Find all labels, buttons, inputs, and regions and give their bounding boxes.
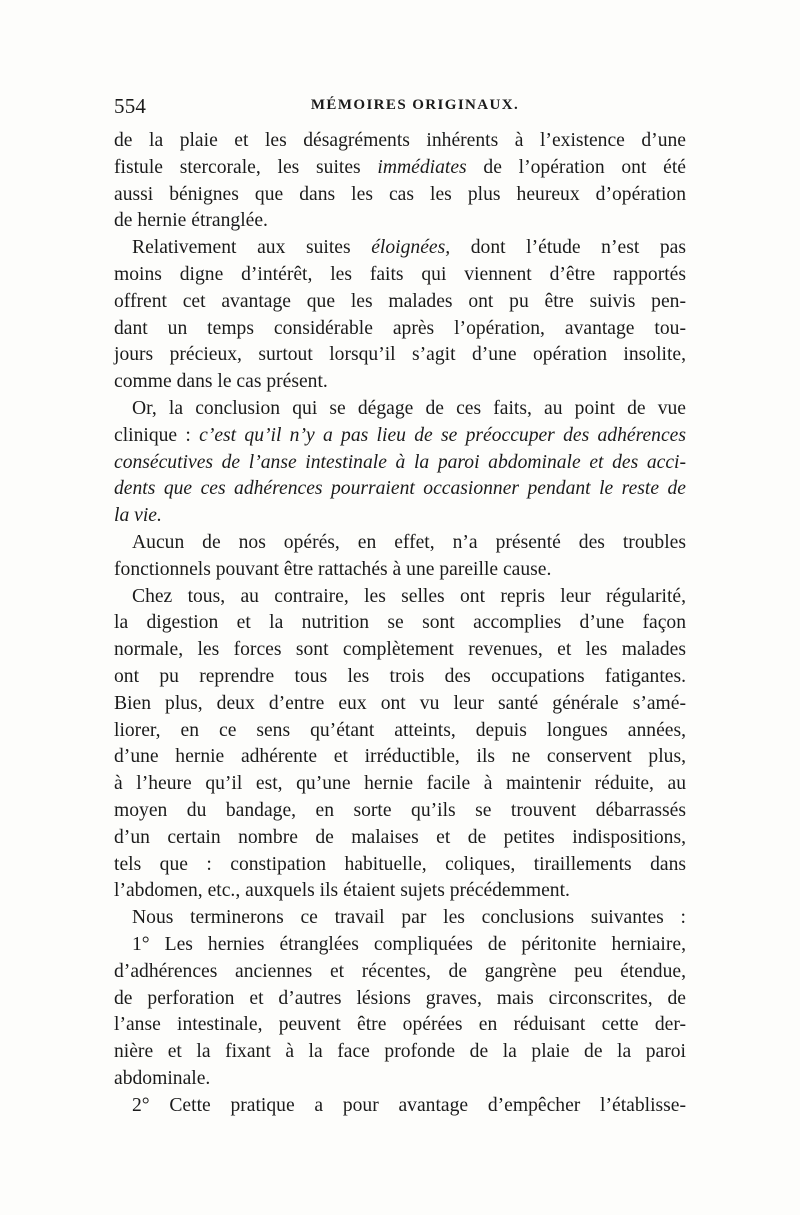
text-line: moins digne d’intérêt, les faits qui viennent d’être rapportés	[114, 263, 686, 285]
text-line: l’anse intestinale, peuvent être opérées en réduisant cette der-	[114, 1014, 686, 1036]
text-line: dents que ces adhérences pourraient occasionner pendant le reste de	[114, 478, 686, 500]
text-line: comme dans le cas présent.	[114, 371, 328, 393]
text-line: Aucun de nos opérés, en effet, n’a présenté des troubles	[132, 531, 686, 553]
text-line: abdominale.	[114, 1067, 211, 1089]
text-line: dant un temps considérable après l’opération, avantage tou-	[114, 317, 686, 339]
text-line: ont pu reprendre tous les trois des occupations fatigantes.	[114, 665, 686, 687]
body-text	[114, 128, 686, 1119]
text-line: consécutives de l’anse intestinale à la paroi abdominale et des acci-	[114, 451, 686, 473]
text-line: moyen du bandage, en sorte qu’ils se trouvent débarrassés	[114, 799, 686, 821]
text-line: Or, la conclusion qui se dégage de ces faits, au point de vue	[132, 397, 686, 419]
text-line: 2° Cette pratique a pour avantage d’empêcher l’établisse-	[132, 1094, 686, 1116]
text-line: d’une hernie adhérente et irréductible, ils ne conservent plus,	[114, 746, 686, 768]
text-line: de la plaie et les désagréments inhérents à l’existence d’une	[114, 130, 686, 151]
text-line: tels que : constipation habituelle, coliques, tiraillements dans	[114, 853, 686, 875]
text-line: normale, les forces sont complètement revenues, et les malades	[114, 639, 686, 661]
text-line: Nous terminerons ce travail par les conclusions suivantes :	[132, 907, 686, 929]
text-line: de hernie étranglée.	[114, 210, 268, 232]
text-line: liorer, en ce sens qu’étant atteints, depuis longues années,	[114, 719, 686, 741]
text-line: l’abdomen, etc., auxquels ils étaient sujets précédemment.	[114, 880, 570, 902]
text-line: jours précieux, surtout lorsqu’il s’agit d’une opération insolite,	[114, 344, 686, 366]
text-line: aussi bénignes que dans les cas les plus heureux d’opération	[114, 183, 686, 205]
text-line: de perforation et d’autres lésions graves, mais circonscrites, de	[114, 987, 686, 1009]
text-line: d’adhérences anciennes et récentes, de gangrène peu étendue,	[114, 960, 686, 982]
text-line: la vie.	[114, 505, 162, 527]
text-line: Relativement aux suites éloignées, dont l’étude n’est pas	[132, 237, 686, 259]
text-line: Chez tous, au contraire, les selles ont repris leur régularité,	[132, 585, 686, 607]
page-header	[114, 94, 686, 124]
text-line: la digestion et la nutrition se sont accomplies d’une façon	[114, 612, 686, 634]
text-line: 1° Les hernies étranglées compliquées de péritonite herniaire,	[132, 933, 686, 955]
text-line: offrent cet avantage que les malades ont pu être suivis pen-	[114, 290, 686, 312]
text-line: clinique : c’est qu’il n’y a pas lieu de se préoccuper des adhérences	[114, 424, 686, 446]
text-line: fonctionnels pouvant être rattachés à une pareille cause.	[114, 558, 552, 580]
text-line: Bien plus, deux d’entre eux ont vu leur santé générale s’amé-	[114, 692, 686, 714]
text-line: d’un certain nombre de malaises et de petites indispositions,	[114, 826, 686, 848]
text-line: fistule stercorale, les suites immédiates de l’opération ont été	[114, 156, 686, 178]
text-line: nière et la fixant à la face profonde de la plaie de la paroi	[114, 1041, 686, 1063]
text-line: à l’heure qu’il est, qu’une hernie facile à maintenir réduite, au	[114, 773, 686, 795]
running-title: MÉMOIRES ORIGINAUX.	[310, 97, 520, 113]
page-number: 554	[114, 94, 147, 118]
